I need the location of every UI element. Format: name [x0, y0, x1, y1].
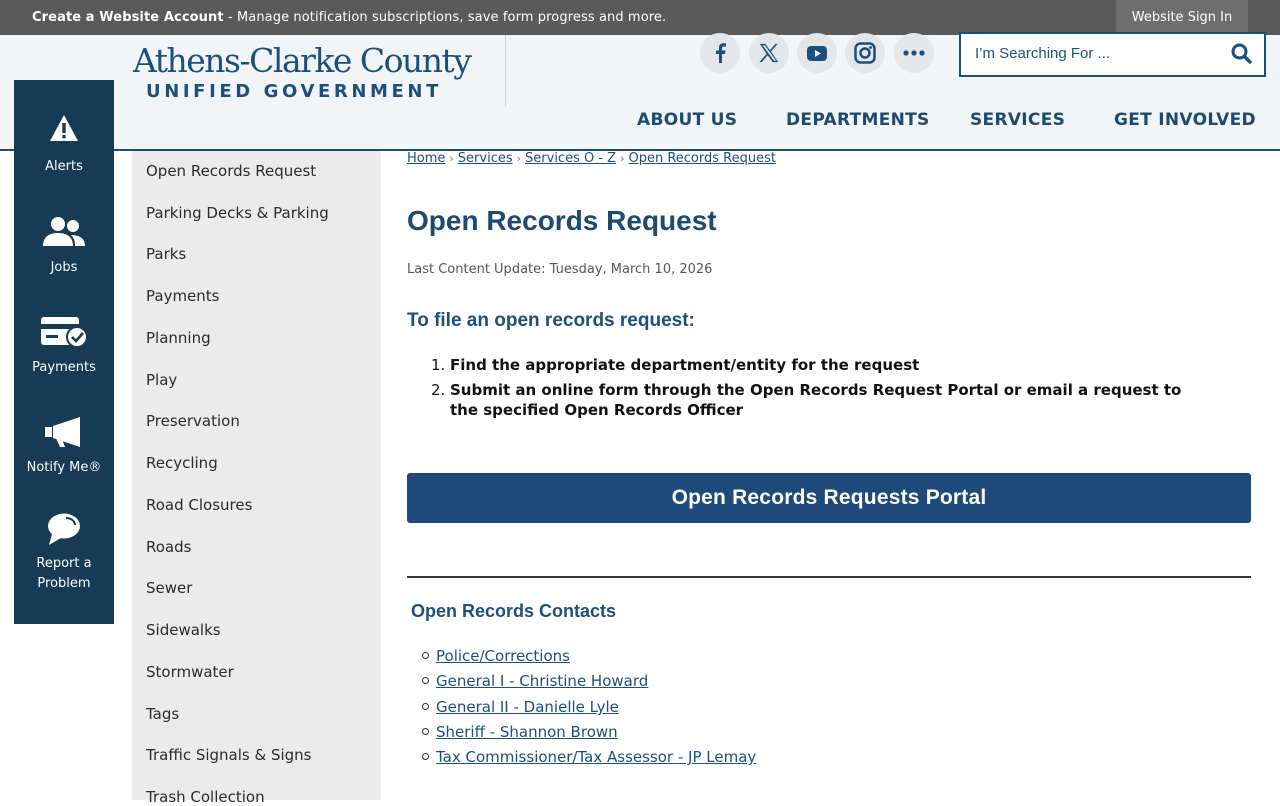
quick-link-label: Jobs [50, 260, 78, 275]
contacts-heading: Open Records Contacts [411, 601, 617, 621]
sidebar-item-open-records-request[interactable]: Open Records Request [146, 162, 317, 180]
logo-title: Athens-Clarke County [133, 41, 471, 80]
last-updated: Last Content Update: Tuesday, March 10, 2026 [407, 262, 713, 277]
breadcrumb-current[interactable]: Open Records Request [628, 151, 776, 166]
sidebar-item-parking[interactable]: Parking Decks & Parking [146, 204, 329, 222]
sidebar-item-trash-collection[interactable]: Trash Collection [146, 788, 265, 806]
sidebar-item-stormwater[interactable]: Stormwater [146, 663, 234, 681]
nav-services[interactable]: SERVICES [970, 110, 1066, 130]
contact-link-general-2[interactable]: General II - Danielle Lyle [436, 698, 619, 716]
facebook-button[interactable] [700, 33, 740, 73]
bullet-icon [422, 728, 429, 735]
contact-link-sheriff[interactable]: Sheriff - Shannon Brown [436, 723, 618, 741]
quick-link-label: Notify Me® [26, 460, 102, 475]
bullet-icon [422, 677, 429, 684]
list-item [431, 355, 1211, 375]
sidebar-item-sidewalks[interactable]: Sidewalks [146, 621, 221, 639]
quick-links-panel [14, 80, 114, 624]
step-text: Submit an online form through the Open Records Request Portal or email a request to the specified Open Records Officer [450, 381, 1182, 419]
sidebar-item-preservation[interactable]: Preservation [146, 412, 240, 430]
breadcrumb-services-o-z[interactable]: Services O - Z [525, 151, 617, 166]
more-button[interactable] [894, 33, 934, 73]
sidebar-item-sewer[interactable]: Sewer [146, 579, 193, 597]
sidebar-item-play[interactable]: Play [146, 371, 178, 389]
sidebar-nav [132, 151, 381, 806]
facebook-icon [714, 43, 726, 63]
quick-link-label: Payments [32, 360, 96, 375]
sidebar-item-payments[interactable]: Payments [146, 287, 220, 305]
top-bar [0, 0, 1280, 35]
breadcrumb-separator-icon: › [449, 152, 454, 165]
contact-link-general-1[interactable]: General I - Christine Howard [436, 672, 649, 690]
breadcrumb-services[interactable]: Services [457, 151, 513, 166]
more-icon [903, 50, 925, 56]
search-box [959, 32, 1266, 77]
breadcrumb [407, 151, 776, 166]
quick-link-label: Report a Problem [36, 556, 92, 591]
quick-link-notify-me[interactable] [14, 416, 114, 478]
sidebar-item-roads[interactable]: Roads [146, 538, 192, 556]
quick-link-jobs[interactable] [14, 216, 114, 278]
instructions-list [431, 355, 1211, 425]
sidebar-item-parks[interactable]: Parks [146, 245, 187, 263]
breadcrumb-separator-icon: › [516, 152, 522, 165]
bullet-icon [422, 753, 429, 760]
sidebar-item-tags[interactable]: Tags [146, 705, 180, 723]
youtube-icon [807, 46, 827, 61]
quick-link-payments[interactable] [14, 316, 114, 378]
x-icon [758, 42, 780, 64]
nav-about-us[interactable]: ABOUT US [637, 110, 738, 130]
megaphone-icon [44, 416, 84, 448]
alert-icon [49, 114, 79, 142]
section-divider [407, 576, 1251, 578]
breadcrumb-separator-icon: › [620, 152, 625, 165]
site-header [0, 35, 1280, 151]
breadcrumb-home[interactable]: Home [407, 151, 446, 166]
list-item [431, 380, 1211, 420]
sign-in-button[interactable]: Website Sign In [1116, 0, 1248, 35]
payments-icon [40, 316, 88, 348]
bullet-icon [422, 652, 429, 659]
create-account-link[interactable]: Create a Website Account [32, 10, 224, 25]
youtube-button[interactable] [797, 33, 837, 73]
bullet-icon [422, 703, 429, 710]
quick-link-label: Alerts [45, 159, 83, 174]
step-text: Find the appropriate department/entity for the request [450, 356, 920, 374]
contact-link-police[interactable]: Police/Corrections [436, 647, 570, 665]
search-button[interactable] [1231, 43, 1252, 68]
nav-get-involved[interactable]: GET INVOLVED [1114, 110, 1256, 130]
page-title: Open Records Request [407, 205, 717, 236]
step-number: 1. [431, 356, 446, 374]
account-promo [32, 10, 666, 25]
nav-departments[interactable]: DEPARTMENTS [786, 110, 930, 130]
instructions-heading: To file an open records request: [407, 310, 695, 331]
sidebar-item-planning[interactable]: Planning [146, 329, 211, 347]
quick-link-report-problem[interactable] [14, 512, 114, 594]
instagram-icon [854, 42, 876, 64]
sidebar-item-traffic-signals[interactable]: Traffic Signals & Signs [146, 746, 312, 764]
contact-link-tax[interactable]: Tax Commissioner/Tax Assessor - JP Lemay [436, 748, 757, 766]
sidebar-item-road-closures[interactable]: Road Closures [146, 496, 253, 514]
chat-icon [46, 512, 82, 546]
quick-link-alerts[interactable] [14, 114, 114, 177]
logo-subtitle: UNIFIED GOVERNMENT [146, 81, 442, 102]
x-button[interactable] [749, 33, 789, 73]
step-number: 2. [431, 381, 446, 399]
header-divider [505, 35, 506, 107]
jobs-icon [41, 216, 87, 246]
account-promo-text: - Manage notification subscriptions, save form progress and more. [223, 10, 667, 25]
sidebar-item-recycling[interactable]: Recycling [146, 454, 218, 472]
search-icon [1231, 43, 1252, 64]
open-records-portal-button[interactable]: Open Records Requests Portal [407, 473, 1251, 523]
search-input[interactable] [975, 45, 1225, 62]
instagram-button[interactable] [845, 33, 885, 73]
